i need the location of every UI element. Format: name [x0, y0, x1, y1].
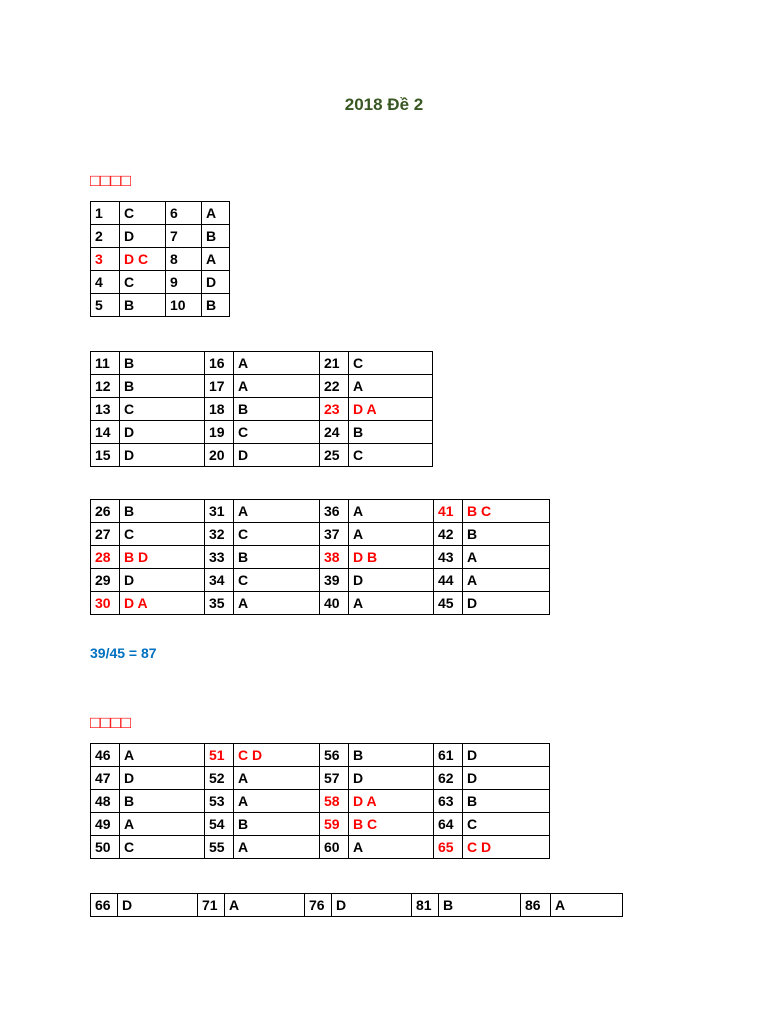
- answer-cell: A: [463, 569, 550, 592]
- answer-cell: D: [120, 569, 205, 592]
- question-number: 57: [320, 767, 349, 790]
- table-row: [91, 202, 230, 225]
- page-title: 2018 Đề 2: [344, 95, 424, 114]
- answer-cell: B D: [120, 546, 205, 569]
- question-number: 59: [320, 813, 349, 836]
- question-number: 55: [205, 836, 234, 859]
- question-number: 35: [205, 592, 234, 615]
- answer-cell: D: [120, 421, 205, 444]
- answer-cell: B: [234, 546, 320, 569]
- question-number: 3: [91, 248, 120, 271]
- table-row: [91, 375, 433, 398]
- question-number: 30: [91, 592, 120, 615]
- answer-cell: A: [225, 894, 305, 917]
- question-number: 47: [91, 767, 120, 790]
- question-number: 44: [434, 569, 463, 592]
- question-number: 10: [166, 294, 202, 317]
- question-number: 81: [412, 894, 439, 917]
- question-number: 23: [320, 398, 349, 421]
- answer-table-4: [90, 743, 550, 859]
- answer-cell: A: [349, 500, 434, 523]
- question-number: 2: [91, 225, 120, 248]
- answer-cell: B: [234, 398, 320, 421]
- answer-cell: B: [120, 790, 205, 813]
- answer-cell: C D: [463, 836, 550, 859]
- answer-cell: A: [463, 546, 550, 569]
- answer-cell: D: [349, 569, 434, 592]
- question-number: 64: [434, 813, 463, 836]
- answer-cell: A: [234, 836, 320, 859]
- question-number: 52: [205, 767, 234, 790]
- answer-cell: A: [349, 836, 434, 859]
- table-row: [91, 523, 550, 546]
- answer-cell: A: [202, 202, 230, 225]
- section-heading-2: □□□□: [90, 713, 132, 732]
- answer-cell: A: [349, 592, 434, 615]
- table-row: [91, 894, 623, 917]
- question-number: 18: [205, 398, 234, 421]
- table-row: [91, 569, 550, 592]
- answer-cell: B: [463, 790, 550, 813]
- answer-cell: A: [234, 790, 320, 813]
- question-number: 5: [91, 294, 120, 317]
- question-number: 61: [434, 744, 463, 767]
- table-row: [91, 444, 433, 467]
- answer-table-3: [90, 499, 550, 615]
- question-number: 12: [91, 375, 120, 398]
- answer-cell: B: [120, 294, 166, 317]
- answer-cell: C: [120, 523, 205, 546]
- answer-cell: A: [120, 813, 205, 836]
- section-heading-1: □□□□: [90, 171, 132, 190]
- question-number: 22: [320, 375, 349, 398]
- answer-cell: C: [463, 813, 550, 836]
- question-number: 13: [91, 398, 120, 421]
- question-number: 43: [434, 546, 463, 569]
- question-number: 46: [91, 744, 120, 767]
- question-number: 42: [434, 523, 463, 546]
- answer-cell: C: [349, 444, 433, 467]
- answer-cell: A: [120, 744, 205, 767]
- question-number: 45: [434, 592, 463, 615]
- answer-cell: D: [234, 444, 320, 467]
- answer-cell: D: [463, 744, 550, 767]
- question-number: 71: [198, 894, 225, 917]
- table-row: [91, 767, 550, 790]
- table-row: [91, 225, 230, 248]
- question-number: 63: [434, 790, 463, 813]
- answer-cell: B: [120, 500, 205, 523]
- table-row: [91, 836, 550, 859]
- answer-table-5: [90, 893, 623, 917]
- question-number: 24: [320, 421, 349, 444]
- answer-cell: A: [234, 767, 320, 790]
- question-number: 19: [205, 421, 234, 444]
- answer-cell: C: [120, 836, 205, 859]
- answer-cell: A: [234, 592, 320, 615]
- table-row: [91, 421, 433, 444]
- question-number: 29: [91, 569, 120, 592]
- table-row: [91, 271, 230, 294]
- question-number: 4: [91, 271, 120, 294]
- answer-cell: D B: [349, 546, 434, 569]
- answer-cell: B: [463, 523, 550, 546]
- answer-cell: B: [202, 225, 230, 248]
- answer-cell: B: [349, 744, 434, 767]
- question-number: 16: [205, 352, 234, 375]
- table-row: [91, 500, 550, 523]
- answer-cell: B C: [463, 500, 550, 523]
- table-row: [91, 294, 230, 317]
- question-number: 58: [320, 790, 349, 813]
- table-row: [91, 248, 230, 271]
- answer-cell: C: [234, 569, 320, 592]
- answer-cell: D: [118, 894, 198, 917]
- answer-cell: A: [234, 500, 320, 523]
- question-number: 53: [205, 790, 234, 813]
- answer-cell: D: [349, 767, 434, 790]
- question-number: 27: [91, 523, 120, 546]
- question-number: 7: [166, 225, 202, 248]
- question-number: 36: [320, 500, 349, 523]
- question-number: 32: [205, 523, 234, 546]
- question-number: 34: [205, 569, 234, 592]
- answer-cell: B C: [349, 813, 434, 836]
- answer-cell: D: [463, 767, 550, 790]
- question-number: 11: [91, 352, 120, 375]
- table-row: [91, 592, 550, 615]
- answer-cell: D A: [349, 790, 434, 813]
- answer-table-2: [90, 351, 433, 467]
- question-number: 1: [91, 202, 120, 225]
- answer-cell: C: [120, 202, 166, 225]
- question-number: 15: [91, 444, 120, 467]
- question-number: 51: [205, 744, 234, 767]
- question-number: 86: [521, 894, 551, 917]
- question-number: 9: [166, 271, 202, 294]
- question-number: 26: [91, 500, 120, 523]
- question-number: 25: [320, 444, 349, 467]
- answer-cell: D C: [120, 248, 166, 271]
- answer-cell: A: [234, 352, 320, 375]
- answer-cell: D: [120, 767, 205, 790]
- answer-cell: C: [120, 271, 166, 294]
- answer-cell: A: [202, 248, 230, 271]
- table-row: [91, 398, 433, 421]
- answer-cell: D: [463, 592, 550, 615]
- answer-cell: C: [120, 398, 205, 421]
- answer-cell: B: [120, 375, 205, 398]
- question-number: 21: [320, 352, 349, 375]
- answer-cell: A: [349, 375, 433, 398]
- answer-table-1: [90, 201, 230, 317]
- answer-cell: B: [349, 421, 433, 444]
- answer-cell: A: [234, 375, 320, 398]
- question-number: 56: [320, 744, 349, 767]
- score-text: 39/45 = 87: [90, 645, 157, 661]
- question-number: 8: [166, 248, 202, 271]
- answer-cell: D: [332, 894, 412, 917]
- question-number: 40: [320, 592, 349, 615]
- question-number: 62: [434, 767, 463, 790]
- answer-cell: B: [202, 294, 230, 317]
- question-number: 31: [205, 500, 234, 523]
- table-row: [91, 813, 550, 836]
- question-number: 41: [434, 500, 463, 523]
- answer-cell: C D: [234, 744, 320, 767]
- table-row: [91, 546, 550, 569]
- answer-cell: D: [120, 225, 166, 248]
- answer-cell: B: [120, 352, 205, 375]
- question-number: 50: [91, 836, 120, 859]
- question-number: 65: [434, 836, 463, 859]
- question-number: 38: [320, 546, 349, 569]
- question-number: 6: [166, 202, 202, 225]
- question-number: 66: [91, 894, 118, 917]
- question-number: 37: [320, 523, 349, 546]
- question-number: 76: [305, 894, 332, 917]
- answer-cell: A: [349, 523, 434, 546]
- table-row: [91, 352, 433, 375]
- question-number: 17: [205, 375, 234, 398]
- question-number: 28: [91, 546, 120, 569]
- question-number: 48: [91, 790, 120, 813]
- question-number: 20: [205, 444, 234, 467]
- table-row: [91, 744, 550, 767]
- answer-cell: C: [234, 421, 320, 444]
- answer-cell: A: [551, 894, 623, 917]
- question-number: 39: [320, 569, 349, 592]
- table-row: [91, 790, 550, 813]
- answer-cell: D A: [120, 592, 205, 615]
- answer-cell: B: [234, 813, 320, 836]
- answer-cell: D: [202, 271, 230, 294]
- question-number: 60: [320, 836, 349, 859]
- answer-cell: D A: [349, 398, 433, 421]
- answer-cell: C: [234, 523, 320, 546]
- question-number: 14: [91, 421, 120, 444]
- answer-cell: D: [120, 444, 205, 467]
- answer-cell: B: [439, 894, 521, 917]
- question-number: 54: [205, 813, 234, 836]
- question-number: 33: [205, 546, 234, 569]
- answer-cell: C: [349, 352, 433, 375]
- question-number: 49: [91, 813, 120, 836]
